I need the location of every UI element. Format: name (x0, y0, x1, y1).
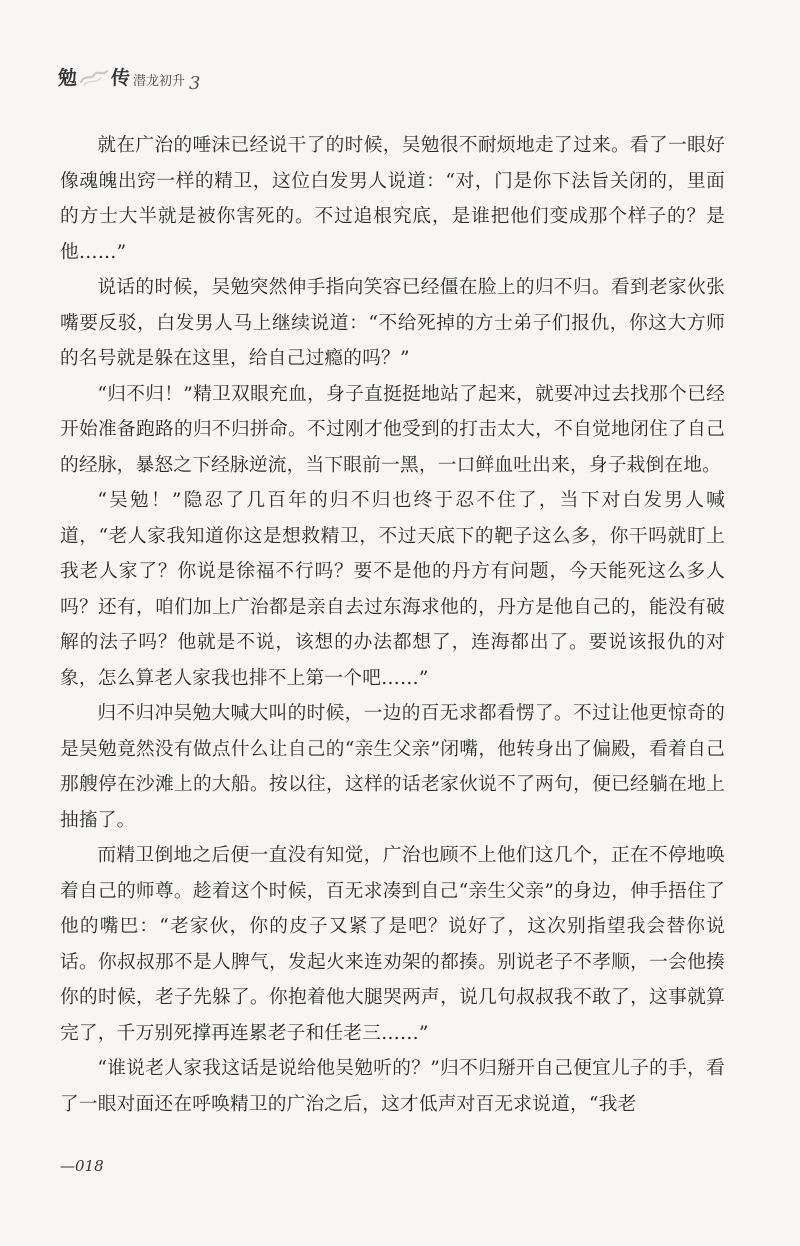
paragraph: “吴勉！”隐忍了几百年的归不归也终于忍不住了，当下对白发男人喊道，“老人家我知道你这是想救精卫，不过天底下的靶子这么多，你干吗就盯上我老人家了？你说是徐福不行吗？要不是他的丹方有问题，今天能死这么多人吗？还有，咱们加上广治都是亲自去过东海求他的，丹方是他自己的，能没有破解的法子吗？他就是不说，该想的办法都想了，连海都出了。要说该报仇的对象，怎么算老人家我也排不上第一个吧……” (60, 490, 725, 689)
header-subtitle: 潜龙初升 (133, 74, 186, 89)
running-header (58, 48, 201, 94)
paragraph: 归不归冲吴勉大喊大叫的时候，一边的百无求都看愣了。不过让他更惊奇的是吴勉竟然没有做点什么让自己的“亲生父亲”闭嘴，他转身出了偏殿，看着自己那艘停在沙滩上的大船。按以往，这样的话老家伙说不了两句，便已经躺在地上抽搐了。 (60, 703, 725, 831)
header-title-char-2: 传 (111, 67, 131, 89)
paragraph: 说话的时候，吴勉突然伸手指向笑容已经僵在脸上的归不归。看到老家伙张嘴要反驳，白发男人马上继续说道：“不给死掉的方士弟子们报仇，你这大方师的名号就是躲在这里，给自己过瘾的吗？” (60, 277, 725, 369)
paragraph: “谁说老人家我这话是说给他吴勉听的？”归不归掰开自己便宜儿子的手，看了一眼对面还在呼唤精卫的广治之后，这才低声对百无求说道，“我老 (60, 1058, 725, 1115)
paragraph: 就在广治的唾沫已经说干了的时候，吴勉很不耐烦地走了过来。看了一眼好像魂魄出窍一样的精卫，这位白发男人说道：“对，门是你下法旨关闭的，里面的方士大半就是被你害死的。不过追根究底，是谁把他们变成那个样子的？是他……” (60, 135, 725, 263)
paragraph: 而精卫倒地之后便一直没有知觉，广治也顾不上他们这几个，正在不停地唤着自己的师尊。趁着这个时候，百无求凑到自己“亲生父亲”的身边，伸手捂住了他的嘴巴：“老家伙，你的皮子又紧了是吧？说好了，这次别指望我会替你说话。你叔叔那不是人脾气，发起火来连劝架的都揍。别说老子不孝顺，一会他揍你的时候，老子先躲了。你抱着他大腿哭两声，说几句叔叔我不敢了，这事就算完了，千万别死撑再连累老子和任老三……” (60, 845, 725, 1044)
body-text (60, 128, 725, 1122)
header-volume-number: 3 (189, 73, 201, 94)
page-number: —018 (60, 1157, 104, 1175)
header-title-char-1: 勉 (58, 67, 78, 89)
paragraph: “归不归！”精卫双眼充血，身子直挺挺地站了起来，就要冲过去找那个已经开始准备跑路的归不归拼命。不过刚才他受到的打击太大，不自觉地闭住了自己的经脉，暴怒之下经脉逆流，当下眼前一黑，一口鲜血吐出来，身子栽倒在地。 (60, 383, 725, 476)
cloud-ornament-icon (79, 66, 109, 88)
